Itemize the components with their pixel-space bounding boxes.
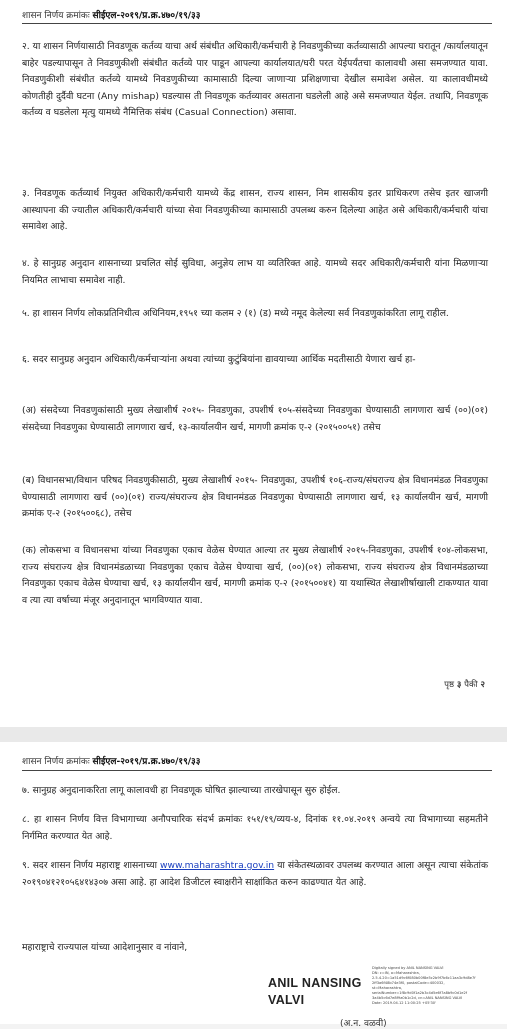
page-number-mid: पैकी	[464, 680, 478, 690]
paragraph-6c: (क) लोकसभा व विधानसभा यांच्या निवडणुका एकाच वेळेस घेण्यात आल्या तर मुख्य लेखाशीर्ष २०१५-निवडणुका, उपशीर्ष १०४-लोकसभा, राज्य संघराज्य क्षेत्र विधानमंडळाच्या निवडणुका एकाच वेळेस घेण्याचा खर्च, (००)(०१) लोकसभा, राज्य संघराज्य क्षेत्र विधानमंडळाच्या निवडणुका एकाच वेळेस घेण्याचा खर्च, १३ कार्यालयीन खर्च, मागणी क्रमांक ए-२ (२०१५००४१) या यथास्थित लेखाशीर्षाखाली टाकण्यात यावा व त्या त्या वर्षाच्या मंजूर अनुदानातून भागविण्यात यावा.	[22, 545, 488, 606]
paragraph-3: ३. निवडणूक कर्तव्यार्थ नियुक्त अधिकारी/कर्मचारी यामध्ये केंद्र शासन, राज्य शासन, निम शासकीय इतर प्राधिकरण तसेच इतर खाजगी आस्थापना की ज्यातील अधिकारी/कर्मचारी यांच्या सेवा निवडणुकीच्या कामासाठी उपलब्ध करुन दिलेल्या आहेत असे अधिकारी/कर्मचारी यांचा समावेश आहे.	[22, 188, 488, 232]
paragraph-6b: (ब) विधानसभा/विधान परिषद निवडणुकीसाठी, मुख्य लेखाशीर्ष २०१५- निवडणुका, उपशीर्ष १०६-राज्य/संघराज्य क्षेत्र विधानमंडळ निवडणुका घेण्यासाठी लागणारा खर्च (००)(०१) राज्य/संघराज्य क्षेत्र विधानमंडळ निवडणुका घेण्यासाठी लागणारा खर्च, १३ कार्यालयीन खर्च, मागणी क्रमांक ए-२ (२०१५००६८), तसेच	[22, 475, 488, 519]
header-rule	[22, 23, 492, 24]
paragraph-5: ५. हा शासन निर्णय लोकप्रतिनिधीत्व अधिनियम,१९५१ च्या कलम २ (१) (ड) मध्ये नमूद केलेल्या सर्व निवडणुकांकरिता लागू राहील.	[22, 308, 449, 319]
page-number-current: ३	[456, 680, 462, 690]
paragraph-8: ८. हा शासन निर्णय वित्त विभागाच्या अनौपचारिक संदर्भ क्रमांकः १५१/१९/व्यय-४, दिनांक ११.०४.२०१९ अन्वये त्या विभागाच्या सहमतीने निर्गमित करण्यात येत आहे.	[22, 814, 488, 842]
digital-sig-line: 3a4b5c6d7e8f9a0b1c2d, cn=ANIL NANSING VALVI	[372, 996, 463, 1000]
website-link[interactable]: www.maharashtra.gov.in	[160, 860, 275, 871]
digital-signature-details	[372, 966, 500, 1022]
digital-sig-line: st=Maharashtra,	[372, 986, 403, 990]
signatory-name-line2: VALVI	[268, 993, 305, 1007]
paragraph-9-text: ९. सदर शासन निर्णय महाराष्ट्र शासनाच्या www.maharashtra.gov.in या संकेतस्थळावर उपलब्ध करण्यात आला असून त्याचा संकेतांक २०१९०४१२१०५६४१४३०७ असा आहे. हा आदेश डिजीटल स्वाक्षरीने साक्षांकित करुन काढण्यात येत आहे.	[22, 860, 488, 888]
paragraph-6: ६. सदर सानुग्रह अनुदान अधिकारी/कर्मचाऱ्यांना अथवा त्यांच्या कुटुंबियांना द्यावयाच्या आर्थिक मदतीसाठी येणारा खर्च हा-	[22, 354, 416, 365]
gr-number: सीईएल-२०१९/प्र.क्र.४७०/१९/३३	[92, 11, 201, 21]
page-gap	[0, 727, 507, 742]
digital-sig-line: 2.5.4.20=1a51d9c6f080b00f8e5c2b9f7b6c11aa3c9d8e7f	[372, 976, 476, 980]
gr-header-label: शासन निर्णय क्रमांकः	[22, 11, 90, 21]
digital-sig-line: Digitally signed by ANIL NANSING VALVI	[372, 966, 444, 970]
page-number	[444, 678, 485, 690]
digital-sig-line: serialNumber=1f8c9d0f1a2b3c4d5e6f7a8b9c0d1e2f	[372, 991, 468, 995]
paragraph-2: २. या शासन निर्णयासाठी निवडणूक कर्तव्य याचा अर्थ संबंधीत अधिकारी/कर्मचारी हे निवडणुकीच्या कर्तव्यासाठी आपल्या घरातून /कार्यालयातून बाहेर पडल्यापासून ते निवडणुकीशी संबंधीत कर्तव्ये पार पाडून आपल्या कार्यालयात/घरी परत येईपर्यंतचा कालावधी असा समजण्यात यावा. निवडणुकीशी संबंधीत कर्तव्ये यामध्ये निवडणुकीच्या कामासाठी दिल्या जाणाऱ्या प्रशिक्षणाचा देखील समावेश असेल. या कालावधीमध्ये कोणतीही दुर्दैवी घटना (Any mishap) घडल्यास ती निवडणूक कर्तव्यावर असताना घडलेली आहे असे समजण्यात येईल. तथापि, निवडणूक कर्तव्य व घडलेला मृत्यु यामध्ये नैमित्तिक संबंध (Casual Connection) असावा.	[22, 41, 488, 118]
header-rule	[22, 770, 492, 771]
digital-sig-line: DN: c=IN, o=Maharashtra,	[372, 971, 420, 975]
digital-sig-line: Date: 2019.04.12 11:00:25 +05'30'	[372, 1001, 437, 1005]
paragraph-4: ४. हे सानुग्रह अनुदान शासनाच्या प्रचलित सोई सुविधा, अनुज्ञेय लाभ या व्यतिरिक्त आहे. यामध्ये सदर अधिकारी/कर्मचारी यांना मिळणाऱ्या नियमित लाभाचा समावेश नाही.	[22, 258, 488, 286]
digital-sig-line: 2ff3a6f48b74e3f0, postalCode=400032,	[372, 981, 445, 985]
gr-header-page2	[22, 754, 200, 767]
signatory-name	[268, 975, 362, 1009]
paragraph-7: ७. सानुग्रह अनुदानाकरिता लागू कालावधी हा निवडणूक घोषित झाल्याच्या तारखेपासून सुरु होईल.	[22, 785, 341, 796]
signatory-tail: (अ.न. वळवी)	[340, 1019, 387, 1029]
gr-header	[22, 8, 200, 21]
gr-header-label: शासन निर्णय क्रमांकः	[22, 757, 90, 767]
signatory-name-line1: ANIL NANSING	[268, 976, 362, 990]
page-number-total: २	[480, 680, 485, 690]
closing-line: महाराष्ट्राचे राज्यपाल यांच्या आदेशानुसार व नांवाने,	[22, 942, 188, 953]
gr-number: सीईएल-२०१९/प्र.क्र.४७०/१९/३३	[92, 757, 201, 767]
paragraph-6a: (अ) संसदेच्या निवडणुकांसाठी मुख्य लेखाशीर्ष २०१५- निवडणुका, उपशीर्ष १०५-संसदेच्या निवडणुका घेण्यासाठी लागणारा खर्च (००)(०१) संसदेच्या निवडणुका घेण्यासाठी लागणारा खर्च, १३-कार्यालयीन खर्च, मागणी क्रमांक ए-२ (२०१५००५१) तसेच	[22, 405, 488, 433]
paragraph-9	[22, 858, 488, 891]
page-number-prefix: पृष्ठ	[444, 680, 455, 690]
